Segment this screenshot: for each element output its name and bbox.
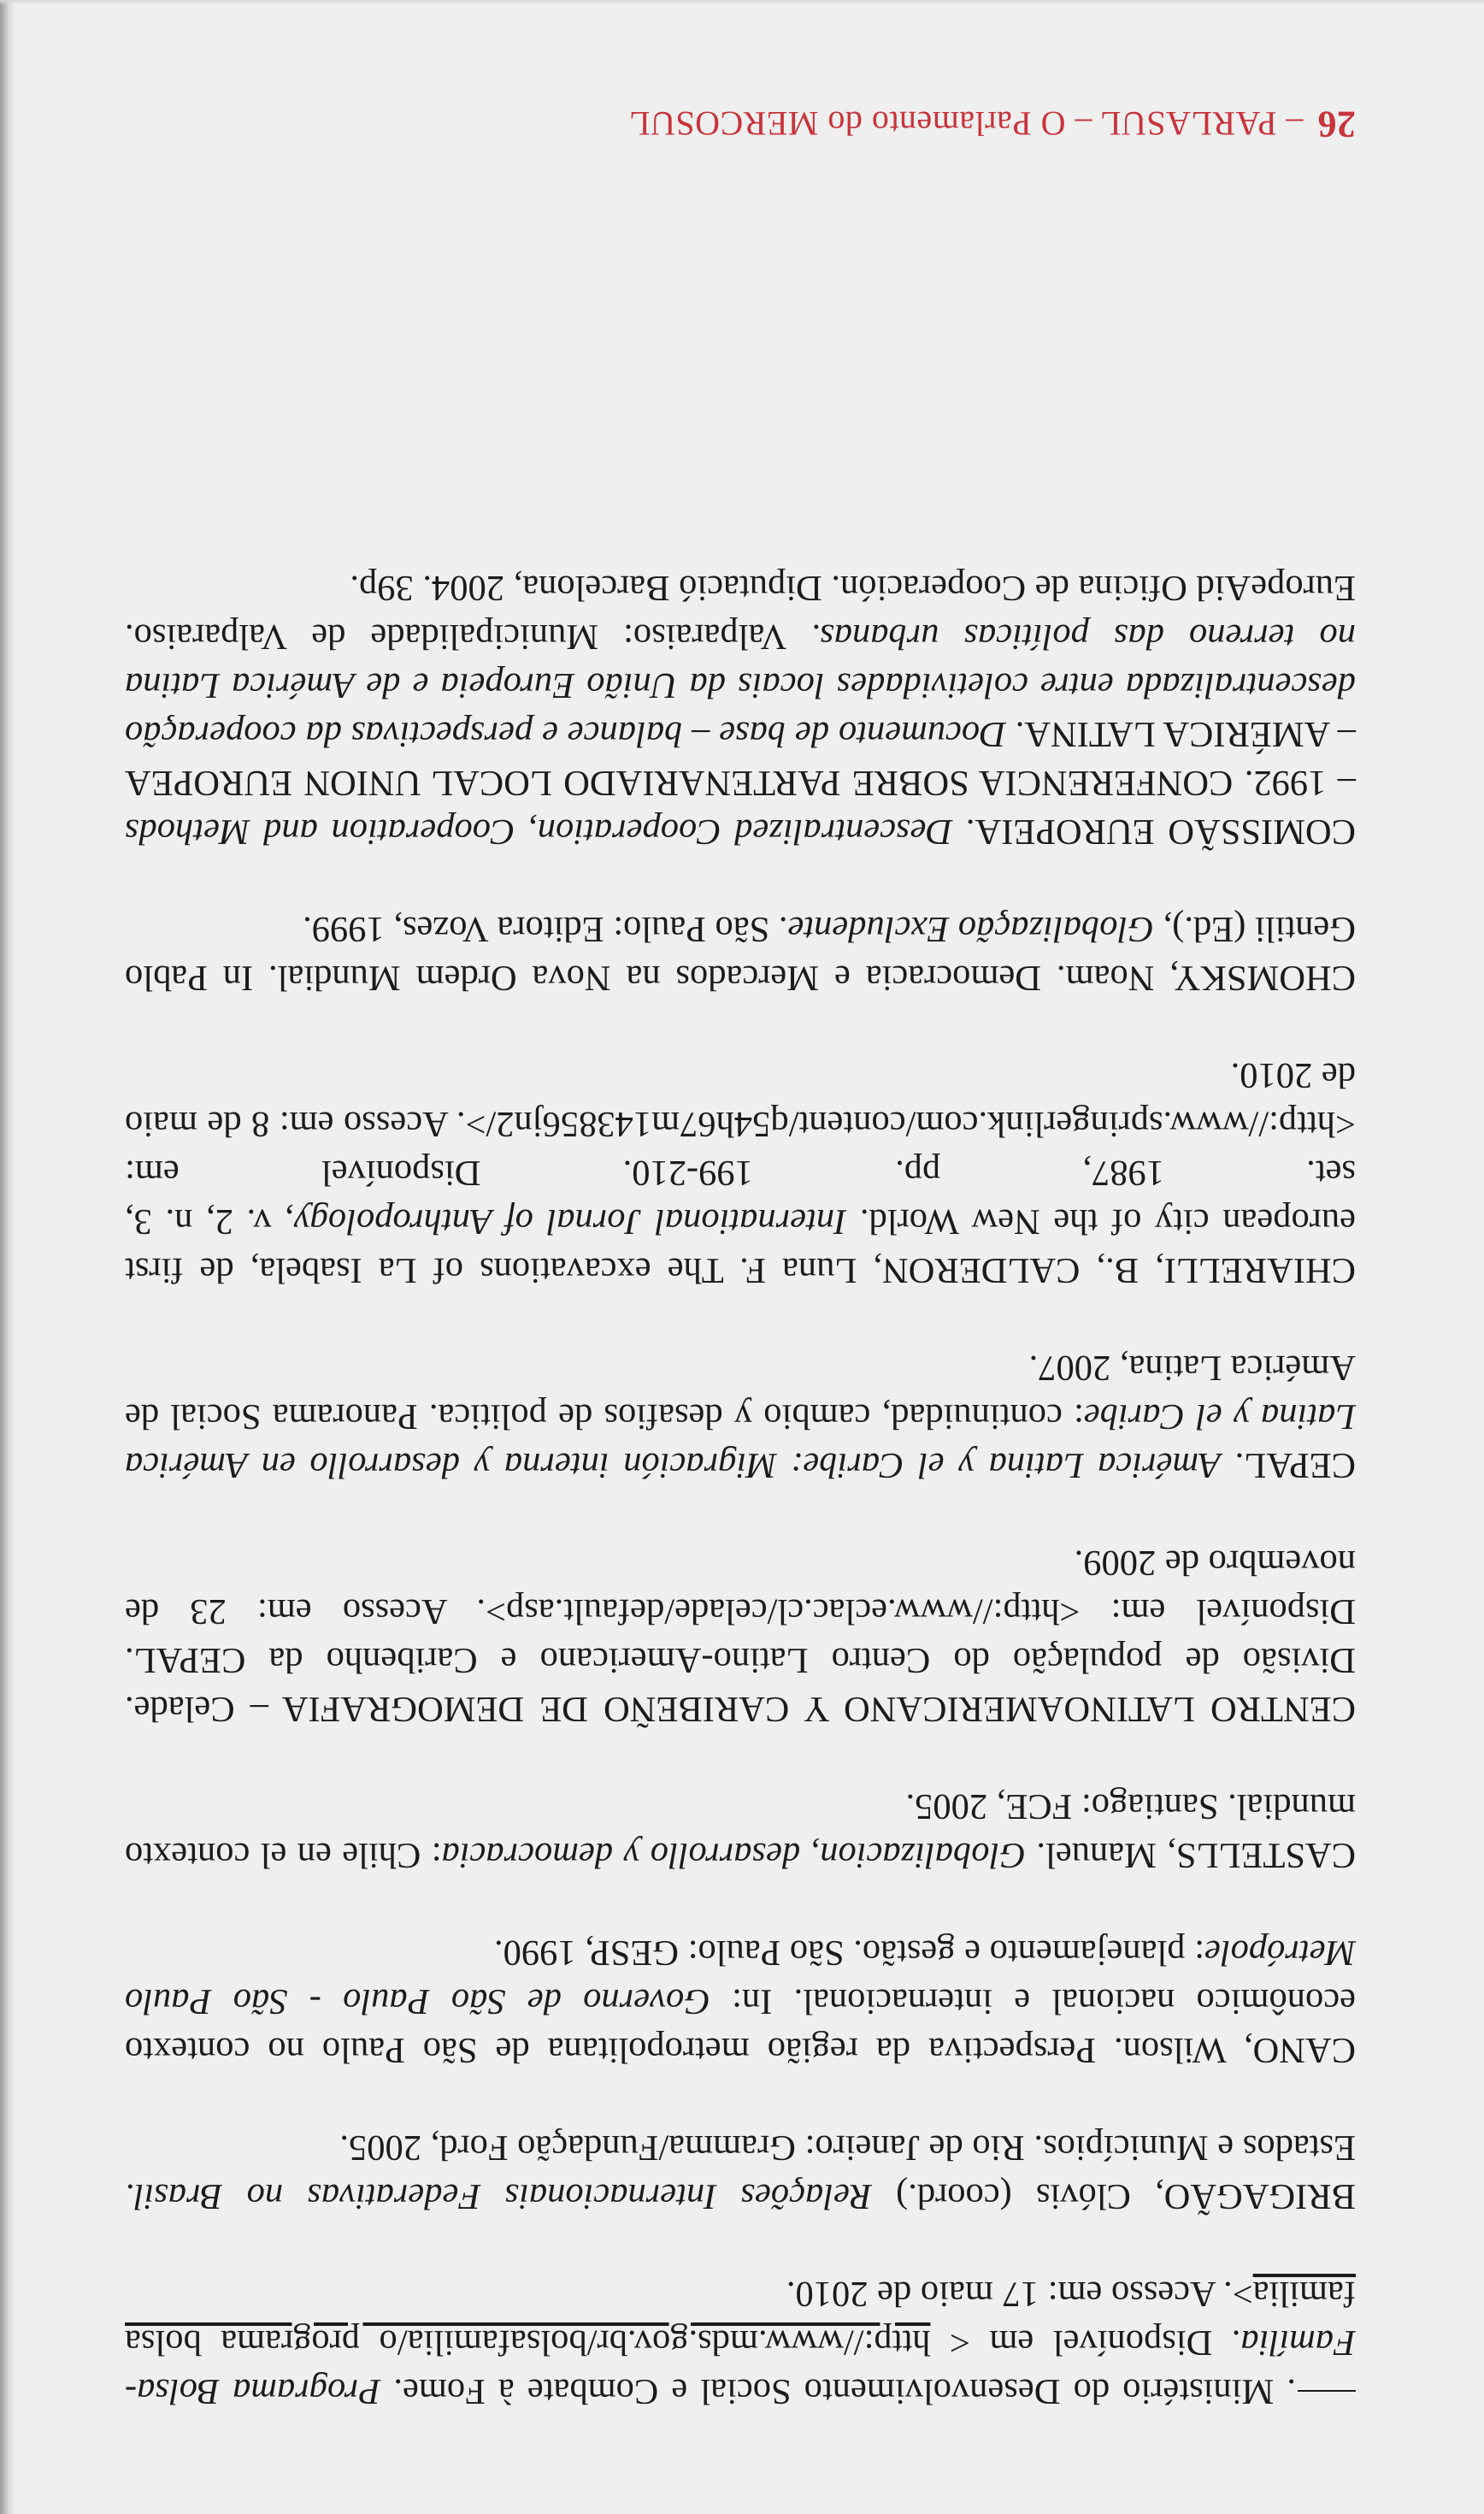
page-footer bbox=[629, 102, 1356, 145]
reference-ministerio: . Ministério do Desenvolvimento Social e Combate à Fome. Programa Bolsa-Família. Disponível em < http://www.mds.gov.br/bolsafamilia/o programa bolsa familia>. Acesso em: 17 maio de 2010. bbox=[125, 2274, 1356, 2411]
running-title: – PARLASUL – O Parlamento do MERCOSUL bbox=[628, 104, 1304, 143]
reference-chiarelli: CHIARELLI, B., CALDERON, Luna F. The excavations of La Isabela, de first european city of the New World. International Jornal of Anthropology, v. 2, n. 3, set. 1987, pp. 199-210. Disponível em: <http://www.springerlink.com/content/q54h67m143856jn2/>. Acesso em: 8 de maio de 2010. bbox=[125, 1055, 1356, 1290]
reference-link[interactable]: http://www.mds.gov.br/bolsafamilia/o programa bolsa familia bbox=[125, 2274, 1356, 2363]
reference-comissao: COMISSÃO EUROPEIA. Descentralized Cooperation, Cooperation and Methods – 1992. CONFERENCIA SOBRE PARTENARIADO LOCAL UNION EUROPEA – AMÉRICA LATINA. Documento de base – balance e perspectivas da cooperação descentralizada entre coletividades locais da União Europeia e de América Latina no terreno das políticas urbanas. Valparaiso: Municipalidade de Valparaiso. EuropeAid Oficina de Cooperación. Diputació Barcelona, 2004. 39p. bbox=[125, 568, 1356, 852]
reference-cano: CANO, Wilson. Perspectiva da região metropolitana de São Paulo no contexto econômico nacional e internacional. In: Governo de São Paulo - São Paulo Metrópole: planejamento e gestão. São Paulo: GESP, 1990. bbox=[124, 1933, 1356, 2070]
reference-celade: CENTRO LATINOAMERICANO Y CARIBEÑO DE DEMOGRAFIA – Celade. Divisão de população do Centro Latino-Americano e Caribenho da CEPAL. Disponível em: <http://www.eclac.cl/celade/default.asp>. Acesso em: 23 de novembro de 2009. bbox=[125, 1543, 1356, 1729]
reference-brigagao: BRIGAGÃO, Clóvis (coord.) Relações Internacionais Federativas no Brasil. Estados e Municípios. Rio de Janeiro: Gramma/Fundação Ford, 2005. bbox=[125, 2127, 1356, 2216]
page-number: 26 bbox=[1317, 103, 1356, 145]
reference-castells: CASTELLS, Manuel. Globalizacion, desarrollo y democracia: Chile en el contexto mundial. Santiago: FCE, 2005. bbox=[124, 1786, 1356, 1875]
reference-list bbox=[125, 564, 1356, 2416]
repeat-author-dash bbox=[1298, 2390, 1356, 2392]
reference-chomsky: CHOMSKY, Noam. Democracia e Mercados na Nova Ordem Mundial. In Pablo Gentili (Ed.), Globalização Excludente. São Paulo: Editora Vozes, 1999. bbox=[125, 909, 1356, 998]
reference-cepal: CEPAL. América Latina y el Caribe: Migración interna y desarrollo en América Latina y el Caribe: continuidad, cambio y desafios de politica. Panorama Social de América Latina, 2007. bbox=[125, 1348, 1356, 1485]
